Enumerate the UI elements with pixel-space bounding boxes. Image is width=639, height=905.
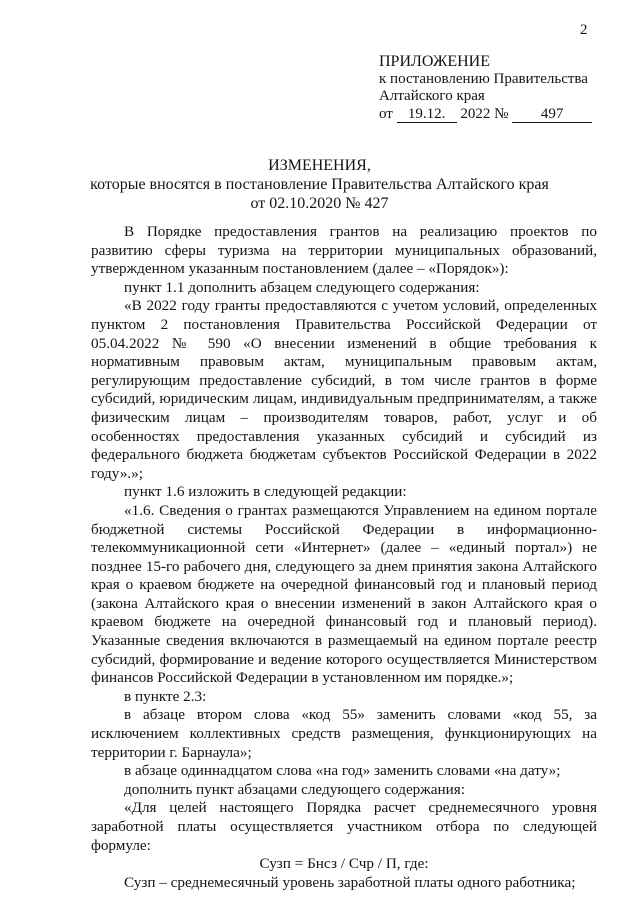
title-line-3: от 02.10.2020 № 427 xyxy=(250,195,389,212)
page-number: 2 xyxy=(580,22,588,38)
date-prefix: от xyxy=(379,106,393,122)
appendix-block xyxy=(379,53,592,123)
date-year: 2022 № xyxy=(460,106,509,122)
paragraph-7: в абзаце втором слова «код 55» заменить словами «код 55, за исключением коллективных средств размещения, функционирующих на территории г. Барнаула»; xyxy=(91,706,597,761)
paragraph-8: в абзаце одиннадцатом слова «на год» заменить словами «на дату»; xyxy=(124,762,561,780)
paragraph-5: «1.6. Сведения о грантах размещаются Управлением на едином портале бюджетной системы Российской Федерации в информационно-телекоммуникационной сети «Интернет» (далее – «единый портал») не позднее 15-го рабочего дня, следующего за днем принятия закона Алтайского края о краевом бюджете на очередной финансовый год и плановый период (закона Алтайского края о внесении изменений в закон Алтайского края о краевом бюджете на очередной финансовый год и плановый период). Указанные сведения включаются в размещаемый на едином портале реестр субсидий, формирование и ведение которого осуществляется Министерством финансов Российской Федерации в установленном им порядке.»; xyxy=(91,501,597,687)
paragraph-9: дополнить пункт абзацами следующего содержания: xyxy=(124,780,465,798)
title-line-2: которые вносятся в постановление Правительства Алтайского края xyxy=(90,176,549,193)
document-title xyxy=(0,156,639,213)
paragraph-2: пункт 1.1 дополнить абзацем следующего содержания: xyxy=(124,278,480,296)
paragraph-4: пункт 1.6 изложить в следующей редакции: xyxy=(124,483,407,501)
paragraph-10: «Для целей настоящего Порядка расчет среднемесячного уровня заработной платы осуществляется участником отбора по следующей формуле: xyxy=(91,799,597,854)
title-line-1: ИЗМЕНЕНИЯ, xyxy=(268,157,371,174)
date-value: 19.12. xyxy=(397,107,457,123)
formula: Сузп = Бнсз / Счр / П, где: xyxy=(259,855,429,873)
document-body xyxy=(91,223,597,892)
appendix-date-line xyxy=(379,106,592,123)
paragraph-last: Сузп – среднемесячный уровень заработной платы одного работника; xyxy=(124,873,576,891)
paragraph-1: В Порядке предоставления грантов на реализацию проектов по развитию сферы туризма на территории муниципальных образований, утвержденном указанным постановлением (далее – «Порядок»): xyxy=(91,223,597,278)
decree-number: 497 xyxy=(512,107,592,123)
paragraph-3: «В 2022 году гранты предоставляются с учетом условий, определенных пунктом 2 постановления Правительства Российской Федерации от 05.04.2022 № 590 «О внесении изменений в общие требования к нормативным правовым актам, муниципальным правовым актам, регулирующим предоставление субсидий, в том числе грантов в форме субсидий, юридическим лицам, индивидуальным предпринимателям, а также физическим лицам – производителям товаров, работ, услуг и об особенностях предоставления указанных субсидий и субсидий из федерального бюджета бюджетам субъектов Российской Федерации в 2022 году».»; xyxy=(91,297,597,482)
appendix-line-2: Алтайского края xyxy=(379,88,485,104)
appendix-heading: ПРИЛОЖЕНИЕ xyxy=(379,53,491,70)
paragraph-6: в пункте 2.3: xyxy=(124,687,207,705)
appendix-line-1: к постановлению Правительства xyxy=(379,71,588,87)
